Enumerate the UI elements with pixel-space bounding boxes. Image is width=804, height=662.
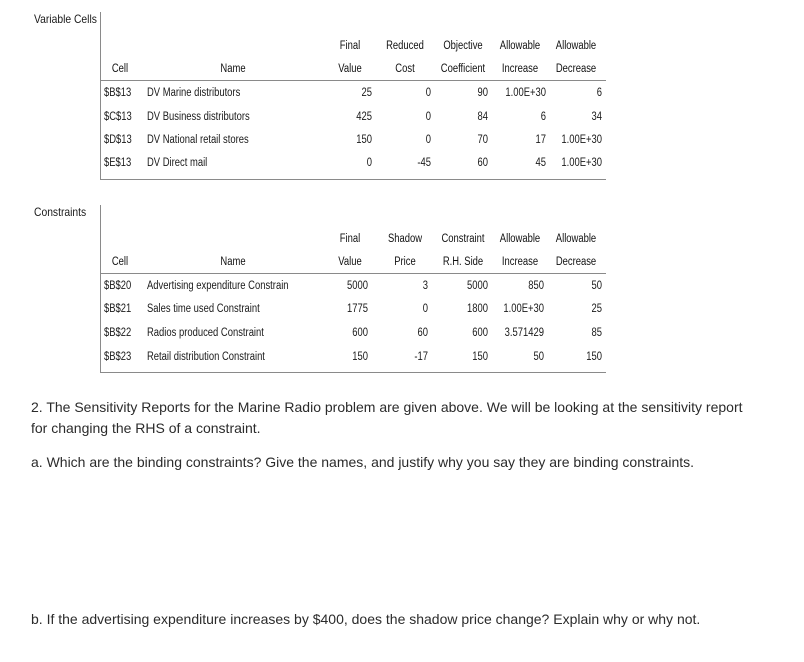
vc-name: DV Business distributors [147,111,250,123]
cn-header-rhs: R.H. Side [442,256,484,268]
cn-header-decrease: Decrease [555,256,597,268]
cn-final: 5000 [347,280,368,292]
cn-rhs: 5000 [467,280,488,292]
question-intro: 2. The Sensitivity Reports for the Marine Radio problem are given above. We will be looking at the sensitivity report for changing the RHS of a constraint. [31,399,743,436]
vc-header-decrease: Decrease [555,63,597,75]
cn-increase: 1.00E+30 [503,303,544,315]
cn-final: 150 [352,351,368,363]
cn-increase: 850 [528,280,544,292]
vc-final: 150 [356,134,372,146]
cn-header-cell: Cell [111,256,129,268]
cn-final: 1775 [347,303,368,315]
cn-rhs: 600 [472,327,488,339]
cn-cell: $B$20 [104,280,132,292]
vc-increase: 45 [535,157,546,169]
cn-shadow: 0 [422,303,428,315]
vc-cell: $C$13 [104,111,132,123]
cn-header-name: Name [220,256,246,268]
vc-final: 0 [366,157,372,169]
cn-rhs: 1800 [467,303,488,315]
cn-cell: $B$21 [104,303,132,315]
vc-decrease: 1.00E+30 [561,157,602,169]
cn-decrease: 85 [591,327,602,339]
cn-header-allowable-dec: Allowable [555,233,597,245]
vc-name: DV Marine distributors [147,87,241,99]
vc-cell: $E$13 [104,157,132,169]
cn-name: Radios produced Constraint [147,327,264,339]
cn-decrease: 25 [591,303,602,315]
cn-name: Advertising expenditure Constrain [147,280,289,292]
vc-header-objective: Objective [443,40,483,52]
vc-bottom-rule [100,179,606,180]
cn-header-value: Value [338,256,362,268]
cn-header-final: Final [339,233,361,245]
vc-increase: 6 [540,111,546,123]
vc-cell: $D$13 [104,134,132,146]
cn-name: Retail distribution Constraint [147,351,265,363]
cn-header-rule [100,273,606,274]
cn-header-price: Price [394,256,416,268]
cn-cell: $B$23 [104,351,132,363]
vc-increase: 17 [535,134,546,146]
cn-left-rule [100,205,101,373]
question-part-a: a. Which are the binding constraints? Give the names, and justify why you say they are binding constraints. [31,454,695,470]
vc-header-coefficient: Coefficient [440,63,486,75]
constraints-title: Constraints [34,205,87,219]
vc-header-allowable-inc: Allowable [499,40,541,52]
vc-reduced: 0 [425,111,431,123]
vc-increase: 1.00E+30 [505,87,546,99]
vc-reduced: 0 [425,87,431,99]
vc-header-value: Value [338,63,362,75]
vc-name: DV Direct mail [147,157,208,169]
cn-cell: $B$22 [104,327,132,339]
vc-objective: 60 [477,157,488,169]
vc-left-rule [100,12,101,180]
vc-header-name: Name [220,63,246,75]
cn-increase: 50 [533,351,544,363]
cn-name: Sales time used Constraint [147,303,260,315]
cn-header-allowable-inc: Allowable [499,233,541,245]
vc-name: DV National retail stores [147,134,249,146]
vc-header-final: Final [339,40,361,52]
vc-decrease: 1.00E+30 [561,134,602,146]
vc-objective: 70 [477,134,488,146]
vc-header-reduced: Reduced [386,40,424,52]
cn-header-shadow: Shadow [387,233,423,245]
cn-bottom-rule [100,372,606,373]
vc-header-rule [100,80,606,81]
cn-increase: 3.571429 [504,327,544,339]
cn-header-increase: Increase [501,256,539,268]
vc-objective: 90 [477,87,488,99]
vc-cell: $B$13 [104,87,132,99]
vc-objective: 84 [477,111,488,123]
vc-decrease: 6 [596,87,602,99]
vc-reduced: -45 [417,157,431,169]
cn-decrease: 150 [586,351,602,363]
vc-header-allowable-dec: Allowable [555,40,597,52]
vc-header-cell: Cell [111,63,129,75]
cn-shadow: 60 [417,327,428,339]
vc-header-cost: Cost [395,63,415,75]
vc-decrease: 34 [591,111,602,123]
vc-final: 425 [356,111,372,123]
cn-shadow: 3 [422,280,428,292]
cn-decrease: 50 [591,280,602,292]
cn-final: 600 [352,327,368,339]
cn-rhs: 150 [472,351,488,363]
question-part-b: b. If the advertising expenditure increases by $400, does the shadow price change? Explain why or why not. [31,611,701,627]
cn-header-constraint: Constraint [441,233,485,245]
vc-final: 25 [361,87,372,99]
cn-shadow: -17 [414,351,428,363]
vc-header-increase: Increase [501,63,539,75]
vc-reduced: 0 [425,134,431,146]
variable-cells-title: Variable Cells [34,12,97,26]
